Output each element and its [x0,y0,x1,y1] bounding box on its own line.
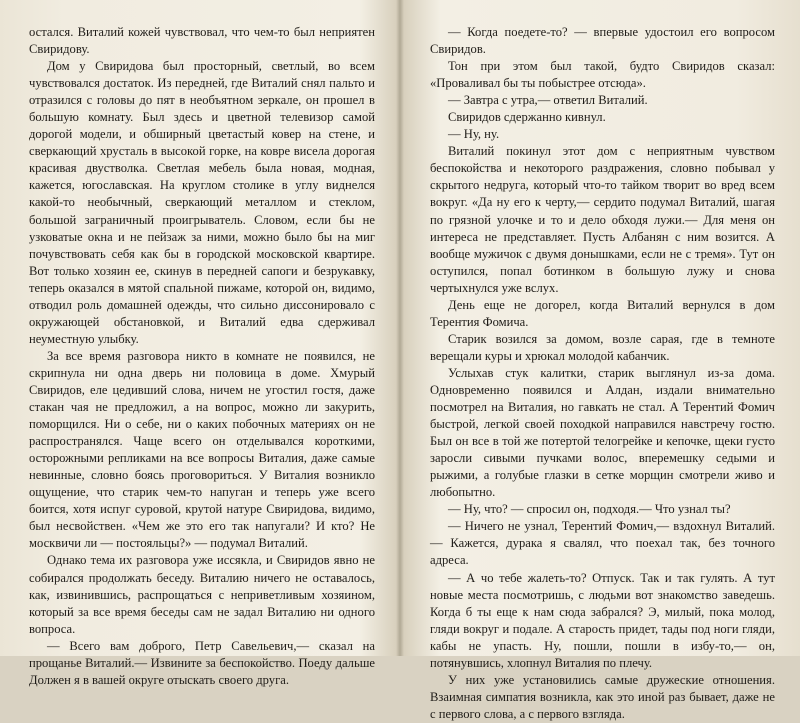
paragraph: — Когда поедете-то? — впервые удостоил его вопросом Свиридов. [430,25,775,57]
paragraph: — Ну, что? — спросил он, подходя.— Что узнал ты? [448,502,731,517]
paragraph: Дом у Свиридова был просторный, светлый, во всем чувствовался достаток. Из передней, где Виталий снял пальто и отразился с головы до пят в необъятном зеркале, он прошел в большую комнату. Был здесь и цветной телевизор самой дорогой модели, и обширный цветастый ковер на стене, и сверкающий хрусталь в высокой горке, на ковре висела дорогая красивая двустволка. Светлая мебель была новая, модная, кажется, югославская. На круглом столике в углу виднелся какой-то необычный, сверкающий металлом и стеклом, большой заграничный проигрыватель. Словом, если бы не узковатые окна и не пейзаж за ними, можно было бы на миг почувствовать себя как бы в городской московской квартире. Вот только хозяин ее, скинув в передней сапоги и безрукавку, теперь оказался в мятой спальной пижаме, которой он, видимо, отводил роль домашней одежды, что сильно диссонировало с окружающей обстановкой, и Виталий едва сдерживал неуместную улыбку. [29,59,375,346]
paragraph: За все время разговора никто в комнате не появился, не скрипнула ни одна дверь ни половица в доме. Хмурый Свиридов, еле цедивший слова, ничем не угостил гостя, даже стакан чая не предложил, а на вопрос, можно ли закурить, поморщился. Ни о себе, ни о каких побочных материях он не распространялся. Чаще всего он отделывался короткими, осторожными репликами на все вопросы Виталия, даже самые невинные, словно боясь проговориться. У Виталия возникло ощущение, что старик чем-то напуган и теперь уже всего боится, хотя испуг суровой, крутой натуре Свиридова, видимо, был несвойствен. «Чем же это его так напугали? И кто? Не москвичи ли — постояльцы?» — подумал Виталий. [29,348,375,551]
paragraph: У них уже установились самые дружеские отношения. Взаимная симпатия возникла, как это иной раз бывает, даже не с первого слова, а с первого взгляда. [430,672,775,721]
paragraph: — Ну, ну. [448,127,500,142]
paragraph: Однако тема их разговора уже иссякла, и Свиридов явно не собирался продолжать беседу. Виталию ничего не оставалось, как, извинившись, распрощаться с неприветливым хозяином, который за все время беседы сам не задал Виталию ни одного вопроса. [29,553,375,636]
paragraph: Услыхав стук калитки, старик выглянул из-за дома. Одновременно появился и Алдан, издали внимательно посмотрел на Виталия, но гавкать не стал. А Терентий Фомич быстрой, легкой своей походкой направился навстречу гостю. Был он все в той же потертой телогрейке и кепочке, щеки густо заросли сивыми пучками волос, вперемешку седыми и рыжими, а голубые глазки в сетке морщин смотрели живо и любопытно. [430,365,775,500]
right-page [430,24,775,721]
paragraph: — Ничего не узнал, Терентий Фомич,— вздохнул Виталий.— Кажется, дурака я свалял, что поехал так, без точного адреса. [430,519,775,568]
paragraph: — Завтра с утра,— ответил Виталий. [448,93,648,108]
book-spine [396,0,404,656]
paragraph: Виталий покинул этот дом с неприятным чувством беспокойства и некоторого раздражения, словно побывал у скрытого недруга, который что-то тайком творит во вред всем вокруг. «Да ну его к черту,— сердито подумал Виталий, шагая по грязной улочке и то и дело обходя лужи.— Для меня он интереса не представляет. Пусть Албанян с ним возится. А вообще мужичок с двумя донышками, если не с тремя». Тут он оступился, попал ботинком в большую лужу и снова чертыхнулся уже вслух. [430,144,775,295]
paragraph: Старик возился за домом, возле сарая, где в темноте верещали куры и хрюкал молодой кабанчик. [430,331,775,363]
paragraph: — Всего вам доброго, Петр Савельевич,— сказал на прощанье Виталий.— Извините за беспокойство. Поеду дальше Должен я в вашей округе отыскать своего друга. [29,638,375,687]
paragraph: — А чо тебе жалеть-то? Отпуск. Так и так гулять. А тут новые места посмотришь, с людьми вот знакомство заведешь. Когда б ты еще к нам сюда забрался? Э, милый, пока молод, гляди вокруг и подале. А старость придет, тады под ноги гляди, кабы не упасть. Ну, пошли, пошли в избу-то,— он, потянувшись, хлопнул Виталия по плечу. [430,570,775,670]
paragraph: остался. Виталий кожей чувствовал, что чем-то был неприятен Свиридову. [29,25,375,57]
left-page [29,24,375,687]
paragraph: Свиридов сдержанно кивнул. [448,110,606,125]
paragraph: День еще не догорел, когда Виталий вернулся в дом Терентия Фомича. [430,297,775,329]
paragraph: Тон при этом был такой, будто Свиридов сказал: «Проваливал бы ты побыстрее отсюда». [430,59,775,91]
